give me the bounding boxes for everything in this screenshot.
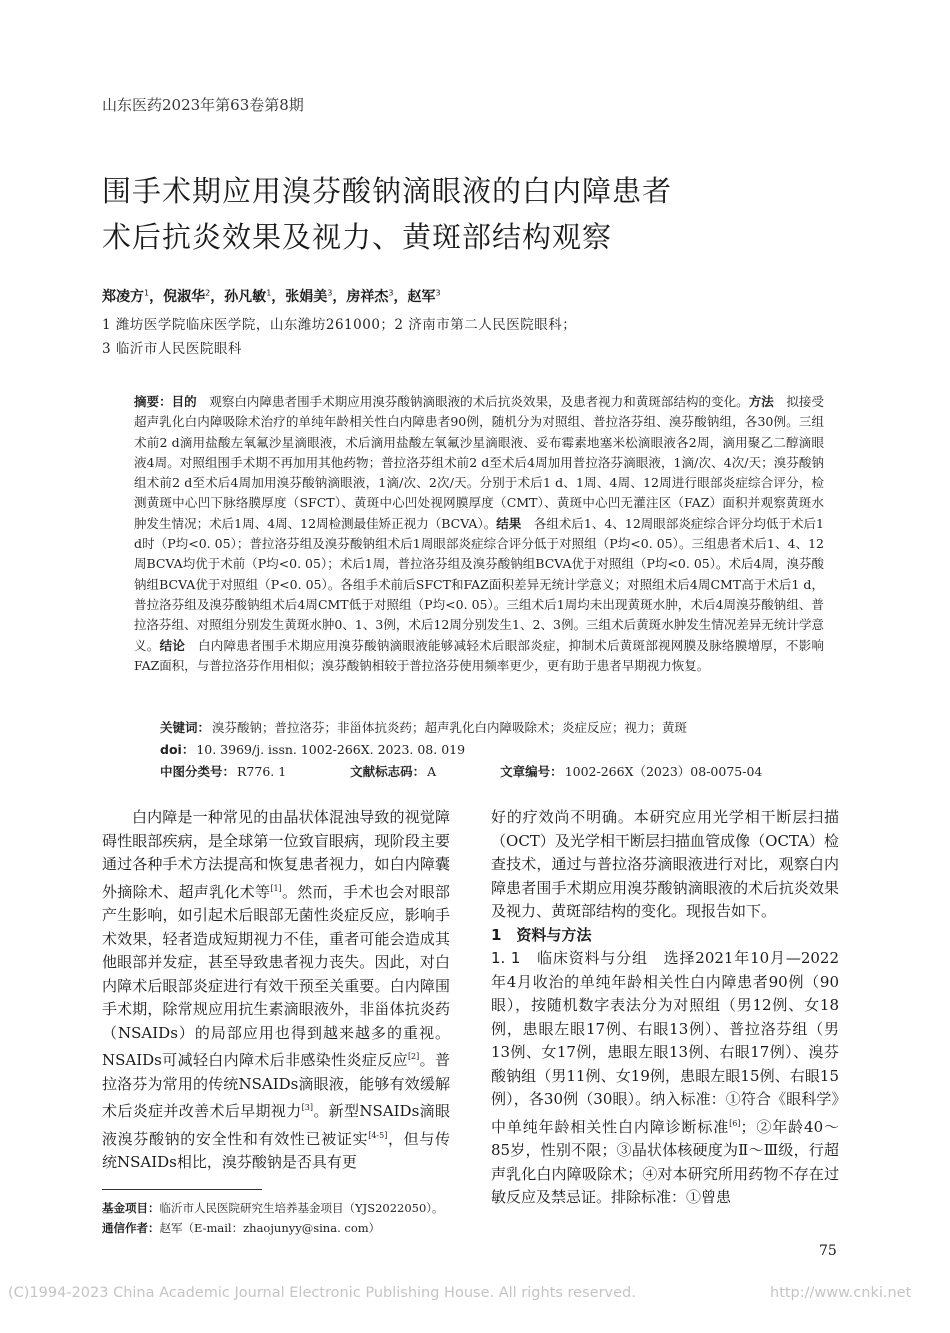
author-name: 赵军 [407, 289, 436, 305]
keywords [160, 718, 687, 736]
results-label: 结果 [496, 515, 522, 531]
keywords-label: 关键词： [160, 720, 211, 735]
subsection-paragraph [491, 947, 839, 1210]
citation: [6] [729, 1118, 741, 1128]
fund-footnote [102, 1200, 444, 1216]
affiliation-line-2: 3 临沂市人民医院眼科 [102, 341, 242, 357]
body-text: ，但与传统NSAIDs相比，溴芬酸钠是否具有更 [102, 1129, 450, 1171]
fund-label: 基金项目： [102, 1201, 160, 1215]
methods-label: 方法 [748, 394, 774, 409]
doi-text: 10. 3969/j. issn. 1002-266X. 2023. 08. 019 [196, 742, 466, 757]
author-affiliation-mark: 3 [327, 288, 333, 298]
body-text: 选择2021年10月—2022年4月收治的单纯年龄相关性白内障患者90例（90眼），按随机数字表法分为对照组（男12例、女18例，患眼左眼17例、右眼13例）、普拉洛芬组（男13例、女17例，患眼左眼13例、右眼17例）、溴芬酸钠组（男11例、女19例，患眼左眼15例、右眼15例），各30例（30眼）。纳入标准：①符合《眼科学》中单纯年龄相关性白内障诊断标准 [491, 949, 840, 1136]
article-number-value: 1002-266X（2023）08-0075-04 [564, 764, 763, 779]
footnote-rule [102, 1189, 262, 1190]
clc-label: 中图分类号： [160, 764, 236, 779]
abstract-results: 各组术后1、4、12周眼部炎症综合评分均低于术后1 d时（P均<0. 05）；普拉洛芬组及溴芬酸钠组术后1周眼部炎症综合评分低于对照组（P均<0. 05）。三组患者术后1、4、12周BCVA均优于术前（P均<0. 05）；术后1周，普拉洛芬组及溴芬酸钠组BCVA优于对照组（P均<0. 05）。术后4周，溴芬酸钠组BCVA优于对照组（P<0. 05）。各组手术前后SFCT和FAZ面积差异无统计学意义；对照组术后4周CMT高于术后1 d，普拉洛芬组及溴芬酸钠组术后4周CMT低于对照组（P均<0. 05）。三组术后1周均未出现黄斑水肿，术后4周溴芬酸钠组、普拉洛芬组、对照组分别发生黄斑水肿0、1、3例，术后12周分别发生1、2、3例。三组术后黄斑水肿发生情况差异无统计学意义。 [134, 515, 824, 653]
abstract-label: 摘要：目的 [134, 394, 197, 409]
citation: [2] [407, 1052, 420, 1061]
author-affiliation-mark: 3 [435, 288, 441, 298]
author-name: 张娟美 [285, 289, 328, 305]
doi [160, 740, 465, 758]
body-column-right [491, 806, 839, 1210]
body-column-left [102, 806, 450, 1175]
author-affiliation-mark: 3 [388, 288, 394, 298]
body-paragraph: 好的疗效尚不明确。本研究应用光学相干断层扫描（OCT）及光学相干断层扫描血管成像（OCTA）检查技术，通过与普拉洛芬滴眼液进行对比，观察白内障患者围手术期应用溴芬酸钠滴眼液的术后抗炎效果及视力、黄斑部结构的变化。现报告如下。 [491, 808, 839, 920]
keywords-text: 溴芬酸钠；普拉洛芬；非甾体抗炎药；超声乳化白内障吸除术；炎症反应；视力；黄斑 [212, 720, 688, 735]
citation: [1] [270, 883, 282, 893]
doc-code-value: A [427, 764, 437, 779]
author-name: 倪淑华 [163, 289, 206, 305]
author-affiliation-mark: 1 [266, 288, 272, 298]
body-text: ；②年龄40～85岁，性别不限；③晶状体核硬度为Ⅱ～Ⅲ级，行超声乳化白内障吸除术；④对本研究所用药物不存在过敏反应及禁忌证。排除标准：①曾患 [491, 1117, 839, 1206]
author-name: 房祥杰 [346, 289, 389, 305]
body-text: 。普拉洛芬为常用的传统NSAIDs滴眼液，能够有效缓解术后炎症并改善术后早期视力 [102, 1051, 450, 1120]
author-list: 郑凌方$^1$，倪淑华$^2$，孙凡敏$^1$，张娟美$^3$，房祥杰$^3$，赵军$^3$ [102, 288, 441, 305]
author-name: 孙凡敏 [224, 289, 267, 305]
body-text: 。新型NSAIDs滴眼液溴芬酸钠的安全性和有效性已被证实 [102, 1102, 450, 1148]
intro-paragraph [102, 806, 450, 1175]
abstract-objective: 观察白内障患者围手术期应用溴芬酸钠滴眼液的术后抗炎效果，及患者视力和黄斑部结构的变化。 [196, 394, 749, 409]
journal-header: 山东医药2023年第63卷第8期 [102, 96, 304, 114]
subsection-heading: 1. 1 临床资料与分组 [491, 949, 648, 967]
author-affiliation-mark: 1 [144, 288, 150, 298]
section-heading: 1 资料与方法 [491, 925, 592, 944]
cnki-url[interactable]: http://www.cnki.net [770, 1285, 912, 1301]
correspondence-label: 通信作者： [102, 1221, 160, 1235]
abstract-conclusion: 白内障患者围手术期应用溴芬酸钠滴眼液能够减轻术后眼部炎症，抑制术后黄斑部视网膜及脉络膜增厚，不影响FAZ面积，与普拉洛芬作用相似；溴芬酸钠相较于普拉洛芬使用频率更少，更有助于患者早期视力恢复。 [134, 637, 824, 673]
page-number: 75 [819, 1243, 837, 1259]
fund-text: 临沂市人民医院研究生培养基金项目（YJS2022050）。 [159, 1201, 444, 1215]
author-name: 郑凌方 [102, 289, 144, 305]
title-line-2: 术后抗炎效果及视力、黄斑部结构观察 [102, 220, 613, 254]
abstract [134, 392, 824, 676]
article-title [102, 168, 862, 260]
affiliation-line-1: 1 潍坊医学院临床医学院，山东潍坊261000；2 济南市第二人民医院眼科； [102, 317, 577, 333]
doc-code-label: 文献标志码： [350, 764, 426, 779]
citation: [4-5] [368, 1130, 388, 1140]
clc-value: R776. 1 [237, 764, 287, 779]
correspondence-text: 赵军（E-mail：zhaojunyy@sina. com） [159, 1221, 381, 1235]
conclusion-label: 结论 [159, 637, 186, 653]
correspondence-footnote [102, 1220, 380, 1236]
author-affiliation-mark: 2 [205, 288, 211, 298]
body-text: 。然而，手术也会对眼部产生影响，如引起术后眼部无菌性炎症反应，影响手术效果，轻者造成短期视力不佳，重者可能会造成其他眼部并发症，甚至导致患者视力丧失。因此，对白内障术后眼部炎症进行有效干预至关重要。白内障围手术期，除常规应用抗生素滴眼液外，非甾体抗炎药（NSAIDs）的局部应用也得到越来越多的重视。NSAIDs可减轻白内障术后非感染性炎症反应 [102, 882, 450, 1069]
copyright-text: (C)1994-2023 China Academic Journal Electronic Publishing House. All rights reserved. [8, 1285, 636, 1301]
abstract-methods: 拟接受超声乳化白内障吸除术治疗的单纯年龄相关性白内障患者90例，随机分为对照组、普拉洛芬组、溴芬酸钠组，各30例。三组术前2 d滴用盐酸左氧氟沙星滴眼液，术后滴用盐酸左氧氟沙星滴眼液、妥布霉素地塞米松滴眼液各2周，滴用聚乙二醇滴眼液4周。对照组围手术期不再加用其他药物；普拉洛芬组术前2 d至术后4周加用普拉洛芬滴眼液，1滴/次、4次/天；溴芬酸钠组术前2 d至术后4周加用溴芬酸钠滴眼液，1滴/次、2次/天。分别于术后1 d、1周、4周、12周进行眼部炎症综合评分，检测黄斑中心凹下脉络膜厚度（SFCT）、黄斑中心凹处视网膜厚度（CMT）、黄斑中心凹无灌注区（FAZ）面积并观察黄斑水肿发生情况；术后1周、4周、12周检测最佳矫正视力（BCVA）。 [134, 394, 824, 531]
body-text: 白内障是一种常见的由晶状体混浊导致的视觉障碍性眼部疾病，是全球第一位致盲眼病，现阶段主要通过各种手术方法提高和恢复患者视力，如白内障囊外摘除术、超声乳化术等 [102, 808, 450, 901]
citation: [3] [301, 1103, 313, 1112]
title-line-1: 围手术期应用溴芬酸钠滴眼液的白内障患者 [102, 174, 673, 208]
article-number-label: 文章编号： [500, 764, 563, 779]
classification-line [160, 762, 762, 780]
doi-label: doi： [160, 742, 195, 757]
